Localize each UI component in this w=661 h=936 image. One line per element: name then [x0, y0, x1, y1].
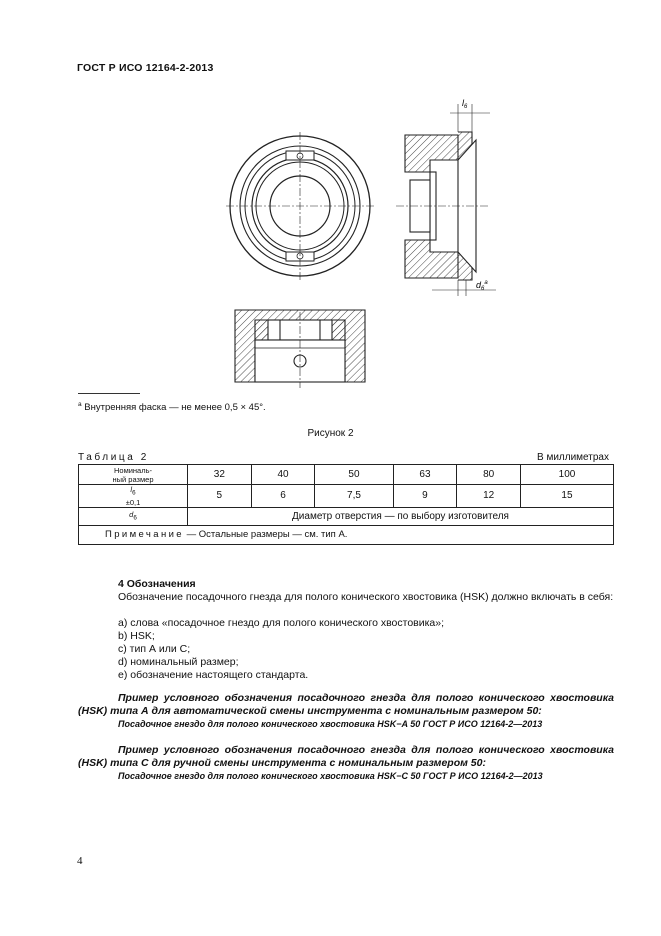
dimensions-table — [78, 464, 614, 545]
dim-d6-label: $d_6^a$ — [476, 280, 488, 292]
table-cell: Диаметр отверстия — по выбору изготовителя — [188, 507, 614, 525]
table-cell: 5 — [188, 485, 252, 508]
table-cell: 100 — [520, 465, 613, 485]
table-row — [79, 465, 614, 485]
figure-caption: Рисунок 2 — [307, 428, 354, 439]
table-row — [79, 485, 614, 508]
section-paragraph: Обозначение посадочного гнезда для полого конического хвостовика (HSK) должно включать в себя: — [118, 591, 614, 603]
table-cell: 15 — [520, 485, 613, 508]
row-header-l6: $l_6$ ±0,1 — [79, 485, 188, 508]
table-title: Таблица 2 — [78, 452, 149, 463]
footnote-text: Внутренняя фаска — не менее 0,5 × 45°. — [84, 402, 266, 414]
list-item: a) слова «посадочное гнездо для полого конического хвостовика»; — [118, 617, 445, 629]
section-title: 4 Обозначения — [118, 578, 196, 590]
row-header-nominal: Номиналь- ный размер — [79, 465, 188, 485]
table-cell: 7,5 — [315, 485, 393, 508]
document-header: ГОСТ Р ИСО 12164-2-2013 — [77, 62, 214, 74]
table-units: В миллиметрах — [537, 452, 609, 463]
table-cell: 50 — [315, 465, 393, 485]
row-header-d6: $d_6$ — [79, 507, 188, 525]
table-cell: 63 — [393, 465, 457, 485]
table-note: Примечание — Остальные размеры — см. тип А. — [79, 525, 614, 544]
list-item: e) обозначение настоящего стандарта. — [118, 669, 309, 681]
side-section-view — [396, 104, 496, 296]
example-2: Пример условного обозначения посадочного гнезда для полого конического хвостовика (HSK) типа С для ручной смены инструмента с номинальным размером 50: — [78, 744, 614, 769]
table-note-row — [79, 525, 614, 544]
footnote — [78, 401, 266, 413]
table-row — [79, 507, 614, 525]
list-item: d) номинальный размер; — [118, 656, 239, 668]
example-2-designation: Посадочное гнездо для полого конического хвостовика HSK−C 50 ГОСТ Р ИСО 12164-2—2013 — [118, 771, 543, 781]
dim-l6-label: $l_6$ — [462, 98, 468, 110]
table-cell: 9 — [393, 485, 457, 508]
table-cell: 40 — [251, 465, 315, 485]
example-1: Пример условного обозначения посадочного гнезда для полого конического хвостовика (HSK) типа А для автоматической смены инструмента с номинальным размером 50: — [78, 692, 614, 717]
table-cell: 12 — [457, 485, 521, 508]
table-cell: 32 — [188, 465, 252, 485]
list-item: b) HSK; — [118, 630, 155, 642]
table-cell: 6 — [251, 485, 315, 508]
bottom-section-view — [235, 310, 365, 388]
technical-drawing — [0, 0, 661, 400]
page-number: 4 — [77, 855, 83, 867]
front-view — [226, 132, 374, 280]
list-item: c) тип А или С; — [118, 643, 191, 655]
designation-list — [78, 617, 654, 682]
table-cell: 80 — [457, 465, 521, 485]
example-1-designation: Посадочное гнездо для полого конического хвостовика HSK−A 50 ГОСТ Р ИСО 12164-2—2013 — [118, 719, 543, 729]
footnote-mark: a — [78, 401, 82, 408]
footnote-rule — [78, 393, 140, 394]
